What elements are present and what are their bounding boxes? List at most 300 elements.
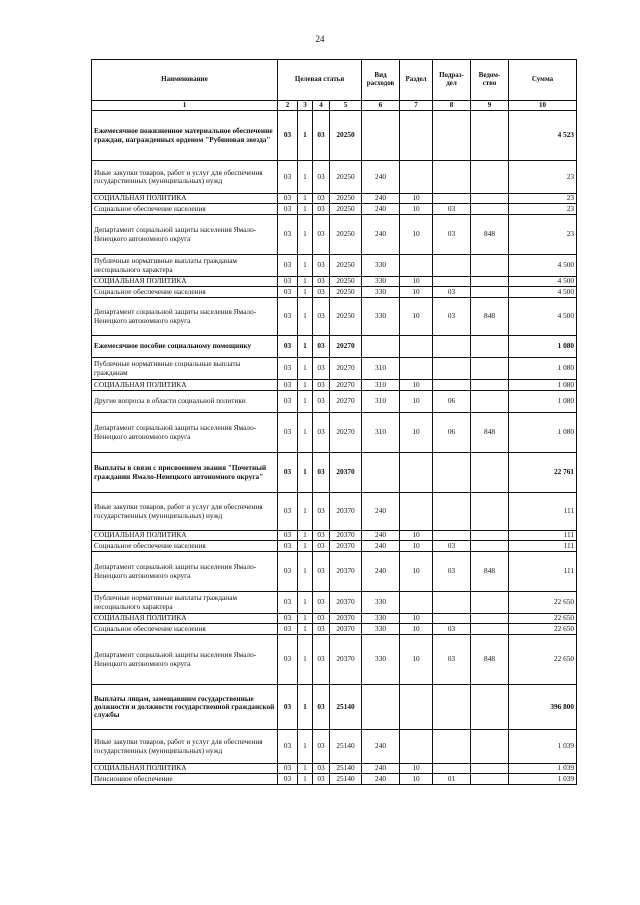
row-section [400,336,433,358]
header-subsection: Подраз-дел [433,60,471,101]
row-sum: 1 039 [509,730,577,764]
row-target-3: 03 [313,614,330,624]
page-number: 24 [315,34,325,44]
row-subsection: 03 [433,287,471,298]
table-row [92,541,577,552]
column-number: 2 [278,101,298,111]
row-expense-type [362,111,400,161]
row-department [471,493,509,531]
row-sum: 111 [509,493,577,531]
row-target-4: 20250 [330,277,362,287]
header-expense-type: Вид расходов [362,60,400,101]
row-target-4: 20250 [330,204,362,215]
row-department [471,614,509,624]
row-section: 10 [400,194,433,204]
row-target-2: 1 [298,614,313,624]
row-section: 10 [400,391,433,413]
row-target-2: 1 [298,194,313,204]
row-expense-type: 310 [362,391,400,413]
row-target-1: 03 [278,380,298,391]
row-expense-type: 330 [362,298,400,336]
row-target-2: 1 [298,624,313,635]
column-number: 4 [313,101,330,111]
row-target-2: 1 [298,774,313,785]
row-target-4: 20250 [330,287,362,298]
row-target-4: 20370 [330,531,362,541]
row-target-4: 25140 [330,764,362,774]
row-name: Департамент социальной защиты населения Ямало-Ненецкого автономного округа [92,552,278,592]
row-department [471,391,509,413]
row-subsection [433,111,471,161]
row-target-1: 03 [278,531,298,541]
row-target-4: 20250 [330,298,362,336]
row-target-2: 1 [298,493,313,531]
table-row [92,161,577,194]
row-subsection: 06 [433,413,471,453]
row-expense-type: 330 [362,592,400,614]
row-target-3: 03 [313,255,330,277]
row-expense-type: 240 [362,764,400,774]
row-department: 848 [471,413,509,453]
column-number: 6 [362,101,400,111]
table-row [92,194,577,204]
table-row [92,287,577,298]
row-target-1: 03 [278,624,298,635]
table-row [92,204,577,215]
row-name: Департамент социальной защиты населения Ямало-Ненецкого автономного округа [92,298,278,336]
row-expense-type: 310 [362,413,400,453]
row-subsection [433,493,471,531]
table-row [92,255,577,277]
row-section: 10 [400,552,433,592]
column-number: 1 [92,101,278,111]
row-target-2: 1 [298,380,313,391]
row-name: СОЦИАЛЬНАЯ ПОЛИТИКА [92,194,278,204]
row-expense-type: 240 [362,194,400,204]
table-row [92,277,577,287]
row-department [471,204,509,215]
row-target-2: 1 [298,287,313,298]
table-row [92,624,577,635]
row-target-3: 03 [313,380,330,391]
row-name: Иные закупки товаров, работ и услуг для обеспечения государственных (муниципальных) нужд [92,730,278,764]
row-department [471,592,509,614]
row-section: 10 [400,380,433,391]
row-name: СОЦИАЛЬНАЯ ПОЛИТИКА [92,277,278,287]
row-section [400,453,433,493]
row-target-3: 03 [313,161,330,194]
row-subsection [433,277,471,287]
row-name: Публичные нормативные выплаты гражданам несоциального характера [92,592,278,614]
row-target-4: 20270 [330,380,362,391]
row-section [400,730,433,764]
row-section: 10 [400,531,433,541]
row-section [400,111,433,161]
row-target-4: 25140 [330,685,362,730]
row-target-2: 1 [298,685,313,730]
row-target-1: 03 [278,764,298,774]
row-subsection: 03 [433,552,471,592]
row-target-1: 03 [278,635,298,685]
row-target-2: 1 [298,541,313,552]
row-target-3: 03 [313,541,330,552]
row-expense-type: 330 [362,277,400,287]
table-row [92,336,577,358]
row-target-2: 1 [298,592,313,614]
row-subsection [433,380,471,391]
row-target-4: 20370 [330,592,362,614]
row-department: 848 [471,635,509,685]
table-row [92,685,577,730]
row-name: СОЦИАЛЬНАЯ ПОЛИТИКА [92,531,278,541]
table-row [92,614,577,624]
row-expense-type: 240 [362,215,400,255]
row-target-3: 03 [313,493,330,531]
row-target-2: 1 [298,730,313,764]
row-target-4: 20250 [330,255,362,277]
row-name: Ежемесячное пособие социальному помощнику [92,336,278,358]
row-target-3: 03 [313,287,330,298]
row-expense-type: 240 [362,161,400,194]
row-target-4: 20370 [330,453,362,493]
row-subsection [433,730,471,764]
row-subsection [433,255,471,277]
row-target-1: 03 [278,336,298,358]
row-expense-type: 240 [362,493,400,531]
row-target-2: 1 [298,391,313,413]
row-name: Публичные нормативные выплаты гражданам несоциального характера [92,255,278,277]
table-row [92,730,577,764]
row-target-3: 03 [313,764,330,774]
row-name: Социальное обеспечение населения [92,624,278,635]
row-expense-type: 240 [362,541,400,552]
row-target-3: 03 [313,391,330,413]
column-number-row [92,101,577,111]
row-target-2: 1 [298,277,313,287]
row-expense-type [362,453,400,493]
row-target-2: 1 [298,635,313,685]
table-row [92,111,577,161]
row-subsection: 03 [433,298,471,336]
row-name: Департамент социальной защиты населения Ямало-Ненецкого автономного округа [92,635,278,685]
row-department [471,624,509,635]
row-department [471,358,509,380]
row-sum: 1 080 [509,336,577,358]
row-name: СОЦИАЛЬНАЯ ПОЛИТИКА [92,764,278,774]
row-section: 10 [400,624,433,635]
row-target-3: 03 [313,552,330,592]
row-name: Иные закупки товаров, работ и услуг для обеспечения государственных (муниципальных) нужд [92,161,278,194]
row-target-3: 03 [313,111,330,161]
table-row [92,552,577,592]
column-number: 8 [433,101,471,111]
row-section: 10 [400,774,433,785]
table-row [92,391,577,413]
row-department [471,730,509,764]
row-name: СОЦИАЛЬНАЯ ПОЛИТИКА [92,380,278,391]
table-row [92,493,577,531]
row-sum: 4 500 [509,277,577,287]
row-department [471,277,509,287]
row-target-4: 20270 [330,391,362,413]
budget-table [91,59,577,785]
row-department [471,531,509,541]
row-expense-type: 240 [362,774,400,785]
row-target-2: 1 [298,111,313,161]
row-section: 10 [400,614,433,624]
row-sum: 4 523 [509,111,577,161]
row-department [471,255,509,277]
row-target-2: 1 [298,215,313,255]
row-expense-type [362,685,400,730]
row-target-2: 1 [298,358,313,380]
row-target-3: 03 [313,358,330,380]
row-section [400,161,433,194]
row-section: 10 [400,298,433,336]
row-target-3: 03 [313,774,330,785]
row-department [471,541,509,552]
row-subsection [433,358,471,380]
row-sum: 111 [509,541,577,552]
row-sum: 22 650 [509,592,577,614]
table-row [92,453,577,493]
row-expense-type: 240 [362,730,400,764]
row-sum: 23 [509,204,577,215]
row-target-1: 03 [278,277,298,287]
row-target-1: 03 [278,161,298,194]
row-target-4: 20270 [330,358,362,380]
header-department: Ведом-ство [471,60,509,101]
row-target-1: 03 [278,730,298,764]
row-subsection: 06 [433,391,471,413]
row-expense-type: 330 [362,635,400,685]
row-target-4: 25140 [330,774,362,785]
row-target-1: 03 [278,453,298,493]
row-name: Ежемесячное пожизненное материальное обеспечение граждан, награжденных орденом "Рубиновая звезда" [92,111,278,161]
row-sum: 1 039 [509,774,577,785]
row-department: 848 [471,298,509,336]
row-target-4: 20250 [330,194,362,204]
row-subsection: 03 [433,541,471,552]
row-subsection [433,614,471,624]
table-row [92,413,577,453]
row-name: Департамент социальной защиты населения Ямало-Ненецкого автономного округа [92,215,278,255]
row-subsection [433,161,471,194]
row-target-4: 20370 [330,552,362,592]
column-number: 7 [400,101,433,111]
row-target-1: 03 [278,204,298,215]
row-sum: 23 [509,215,577,255]
table-row [92,531,577,541]
row-subsection [433,194,471,204]
row-sum: 1 080 [509,358,577,380]
row-department [471,380,509,391]
row-target-3: 03 [313,453,330,493]
row-expense-type: 330 [362,255,400,277]
row-sum: 1 080 [509,413,577,453]
header-section: Раздел [400,60,433,101]
row-department [471,453,509,493]
row-target-3: 03 [313,635,330,685]
table-row [92,764,577,774]
row-sum: 1 080 [509,380,577,391]
row-sum: 396 800 [509,685,577,730]
row-target-1: 03 [278,592,298,614]
row-target-4: 20250 [330,111,362,161]
row-name: Другие вопросы в области социальной политики [92,391,278,413]
row-section: 10 [400,413,433,453]
row-subsection: 03 [433,624,471,635]
row-target-4: 25140 [330,730,362,764]
row-expense-type: 330 [362,287,400,298]
row-target-3: 03 [313,531,330,541]
row-expense-type: 240 [362,531,400,541]
row-target-2: 1 [298,531,313,541]
header-name: Наименование [92,60,278,101]
row-department [471,161,509,194]
row-target-4: 20250 [330,161,362,194]
row-name: Социальное обеспечение населения [92,287,278,298]
row-section: 10 [400,277,433,287]
row-section: 10 [400,204,433,215]
row-department: 848 [471,215,509,255]
row-department [471,774,509,785]
table-row [92,298,577,336]
row-target-1: 03 [278,215,298,255]
row-target-3: 03 [313,413,330,453]
row-sum: 1 080 [509,391,577,413]
row-sum: 23 [509,194,577,204]
row-department [471,336,509,358]
row-target-1: 03 [278,541,298,552]
row-target-2: 1 [298,255,313,277]
row-section: 10 [400,541,433,552]
row-target-3: 03 [313,730,330,764]
row-expense-type: 240 [362,204,400,215]
column-number: 5 [330,101,362,111]
row-subsection [433,531,471,541]
row-target-4: 20370 [330,541,362,552]
row-target-3: 03 [313,298,330,336]
row-section [400,358,433,380]
row-sum: 111 [509,531,577,541]
row-target-3: 03 [313,592,330,614]
row-target-3: 03 [313,624,330,635]
table-row [92,592,577,614]
row-subsection [433,592,471,614]
row-name: Социальное обеспечение населения [92,204,278,215]
row-target-3: 03 [313,685,330,730]
row-department [471,194,509,204]
row-target-1: 03 [278,493,298,531]
row-department [471,287,509,298]
row-sum: 1 039 [509,764,577,774]
row-target-1: 03 [278,194,298,204]
row-target-4: 20270 [330,413,362,453]
row-target-1: 03 [278,552,298,592]
row-name: Департамент социальной защиты населения Ямало-Ненецкого автономного округа [92,413,278,453]
header-target-article: Целевая статья [278,60,362,101]
row-subsection [433,764,471,774]
row-expense-type: 240 [362,552,400,592]
row-sum: 22 650 [509,624,577,635]
row-sum: 22 761 [509,453,577,493]
row-target-4: 20370 [330,635,362,685]
row-section: 10 [400,287,433,298]
row-target-2: 1 [298,413,313,453]
row-sum: 4 500 [509,298,577,336]
row-department: 848 [471,552,509,592]
row-target-1: 03 [278,413,298,453]
column-number: 10 [509,101,577,111]
row-target-1: 03 [278,391,298,413]
row-subsection [433,685,471,730]
row-target-2: 1 [298,764,313,774]
row-target-1: 03 [278,287,298,298]
row-name: Выплаты лицам, замещавшим государственные должности и должности государственной гражданской службы [92,685,278,730]
row-name: Социальное обеспечение населения [92,541,278,552]
row-sum: 22 650 [509,635,577,685]
row-department [471,111,509,161]
row-section: 10 [400,635,433,685]
row-section [400,255,433,277]
row-target-2: 1 [298,552,313,592]
row-expense-type: 310 [362,358,400,380]
row-target-2: 1 [298,336,313,358]
row-subsection: 03 [433,204,471,215]
row-target-2: 1 [298,161,313,194]
column-number: 9 [471,101,509,111]
row-target-3: 03 [313,277,330,287]
column-number: 3 [298,101,313,111]
row-name: Иные закупки товаров, работ и услуг для обеспечения государственных (муниципальных) нужд [92,493,278,531]
table-row [92,380,577,391]
row-section [400,493,433,531]
row-target-4: 20370 [330,493,362,531]
header-row [92,60,577,101]
row-target-1: 03 [278,255,298,277]
row-target-4: 20250 [330,215,362,255]
row-sum: 22 650 [509,614,577,624]
row-target-1: 03 [278,774,298,785]
row-section: 10 [400,215,433,255]
row-target-1: 03 [278,111,298,161]
table-row [92,358,577,380]
table-row [92,774,577,785]
row-target-1: 03 [278,358,298,380]
row-target-4: 20370 [330,614,362,624]
row-target-1: 03 [278,614,298,624]
row-name: Публичные нормативные социальные выплаты гражданам [92,358,278,380]
row-expense-type: 310 [362,380,400,391]
row-subsection: 03 [433,215,471,255]
row-section [400,685,433,730]
row-expense-type [362,336,400,358]
row-sum: 4 500 [509,287,577,298]
row-sum: 111 [509,552,577,592]
row-section: 10 [400,764,433,774]
row-subsection: 03 [433,635,471,685]
row-name: Пенсионное обеспечение [92,774,278,785]
row-name: СОЦИАЛЬНАЯ ПОЛИТИКА [92,614,278,624]
header-sum: Сумма [509,60,577,101]
row-department [471,764,509,774]
row-target-3: 03 [313,194,330,204]
row-target-2: 1 [298,298,313,336]
row-target-1: 03 [278,298,298,336]
row-sum: 4 500 [509,255,577,277]
row-target-3: 03 [313,204,330,215]
